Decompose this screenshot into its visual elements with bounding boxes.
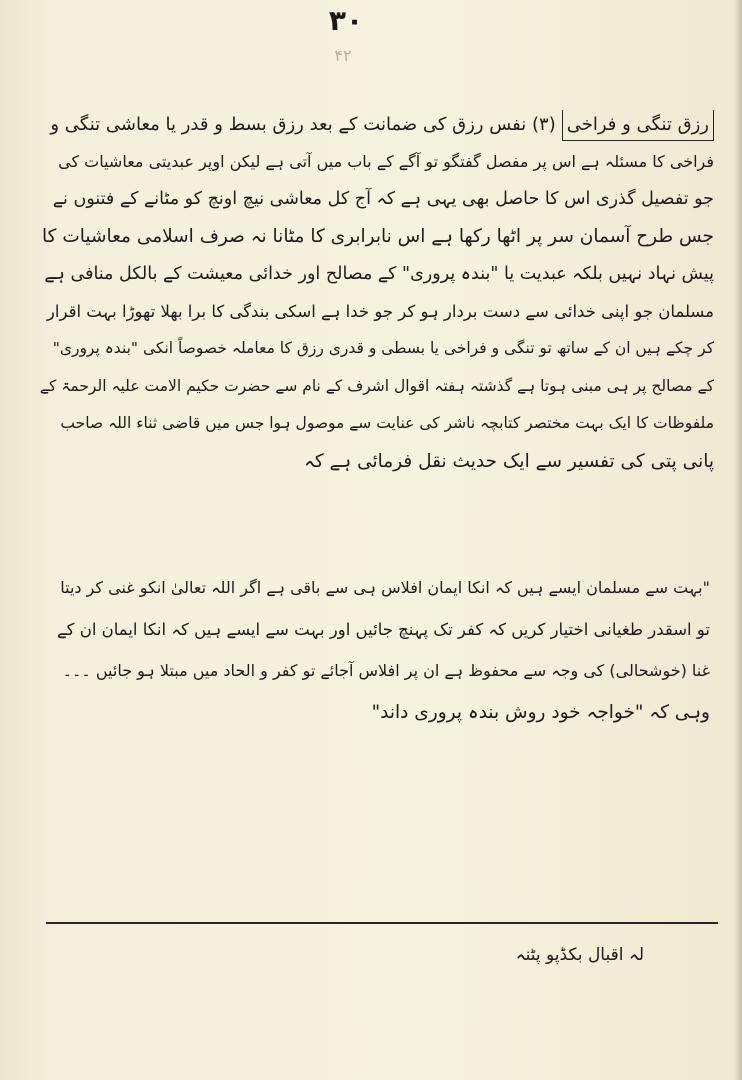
page-number: ۳۰ xyxy=(328,4,364,37)
paragraph-line-2: فراخی کا مسئلہ ہے اس پر مفصل گفتگو تو آگے کے باب میں آتی ہے لیکن اوپر عبدیتی معاشیات کی xyxy=(58,152,714,172)
section-heading-box: رزق تنگی و فراخی xyxy=(562,110,714,141)
main-paragraph xyxy=(40,106,714,480)
paragraph-line-3: جو تفصیل گذری اس کا حاصل بھی یہی ہے کہ آج کل معاشی نیچ اونچ کو مٹانے کے فتنوں نے xyxy=(52,188,714,209)
page-number-faint: ۴۲ xyxy=(334,46,352,65)
bleed-through-text xyxy=(300,806,304,822)
quote-line-3: غنا (خوشحالی) کی وجہ سے محفوظ ہے ان پر افلاس آجائے تو کفر و الحاد میں مبتلا ہو جائیں ۔۔۔ xyxy=(62,661,710,680)
quote-line-1: "بہت سے مسلمان ایسے ہیں کہ انکا ایمان افلاس ہی سے باقی ہے اگر اللہ تعالیٰ انکو غنی کر دیتا xyxy=(60,578,710,597)
paragraph-line-4: جس طرح آسمان سر پر اٹھا رکھا ہے اس نابرابری کا مٹانا نہ صرف اسلامی معاشیات کا xyxy=(42,226,714,248)
paragraph-line-8: کے مصالح پر ہی مبنی ہوتا ہے گذشتہ ہفتہ اقوال اشرف کے نام سے حضرت حکیم الامت علیہ الرحمۃ کے xyxy=(39,376,714,395)
footnote: لہ اقبال بکڈپو پٹنہ xyxy=(515,945,644,965)
quote-line-4: وہی کہ "خواجہ خود روش بندہ پروری داند" xyxy=(371,701,710,723)
paragraph-line-1 xyxy=(40,106,714,143)
quote-line-2: تو اسقدر طغیانی اختیار کریں کہ کفر تک پہنچ جائیں اور بہت سے ایسے ہیں کہ انکا ایمان ان کے xyxy=(56,619,710,639)
hadith-quote xyxy=(46,567,710,733)
paragraph-line-1-text: (۳) نفس رزق کی ضمانت کے بعد رزق بسط و قدر یا معاشی تنگی و xyxy=(50,114,556,135)
footnote-divider xyxy=(46,922,718,924)
binding-shadow xyxy=(734,0,742,1080)
paragraph-line-10: پانی پتی کی تفسیر سے ایک حدیث نقل فرمائی ہے کہ xyxy=(304,450,714,472)
paragraph-line-6: مسلمان جو اپنی خدائی سے دست بردار ہو کر جو خدا ہے اسکی بندگی کا برا بھلا تھوڑا بہت اقرار xyxy=(46,301,714,321)
paragraph-line-7: کر چکے ہیں ان کے ساتھ تو تنگی و فراخی یا بسطی و قدری رزق کا معاملہ خصوصاً انکی "بندہ پروری" xyxy=(52,339,714,358)
paragraph-line-5: پیش نہاد نہیں بلکہ عبدیت یا "بندہ پروری" کے مصالح اور خدائی معیشت کے بالکل منافی ہے xyxy=(44,263,714,284)
paragraph-line-9: ملفوظات کا ایک بہت مختصر کتابچہ ناشر کی عنایت سے موصول ہوا جس میں قاضی ثناء اللہ صاحب xyxy=(60,414,714,433)
